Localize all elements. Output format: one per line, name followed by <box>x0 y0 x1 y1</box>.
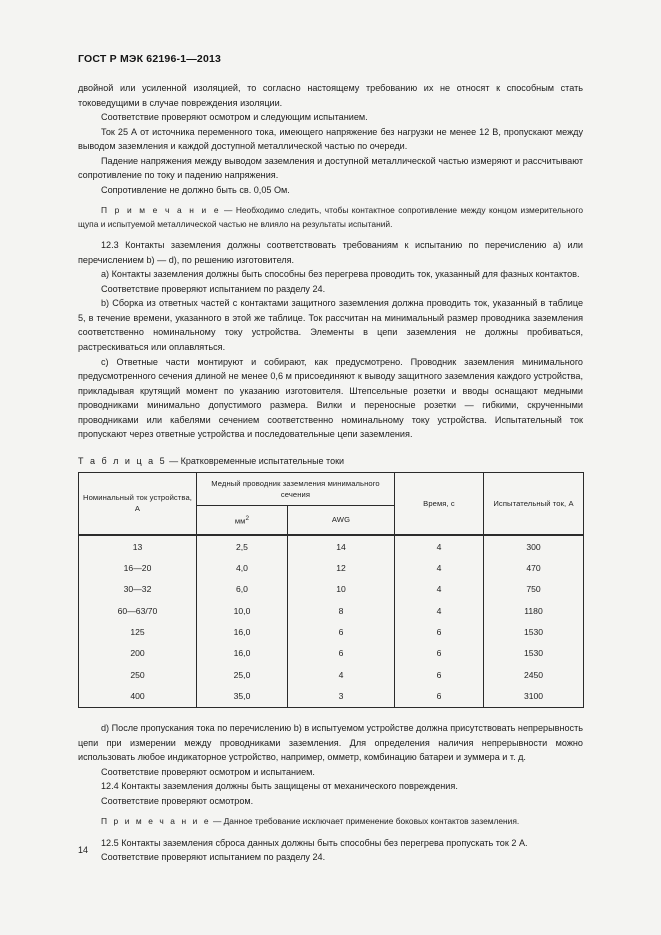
cell-conductor-mm2: 16,0 <box>197 621 288 642</box>
table5-col-mm2-exponent: 2 <box>245 515 250 523</box>
table-row <box>79 579 584 600</box>
clause-12-3-item-a: a) Контакты заземления должны быть способны без перегрева проводить ток, указанный для фазных контактов. <box>101 269 580 280</box>
table-row <box>79 535 584 557</box>
clause-12-3-item-b: b) Сборка из ответных частей с контактами защитного заземления должна проводить ток, указанный в таблице 5, в течение времени, указанного в этой же таблице. Ток рассчитан на минимальный размер проводника заземления соответственно номинальному току устройства. Элементы в цепи заземления не должны пробиваться, растрескиваться или оплавляться. <box>78 298 583 353</box>
cell-test-current: 750 <box>484 579 584 600</box>
cell-conductor-mm2: 6,0 <box>197 579 288 600</box>
table-row <box>79 621 584 642</box>
table5-body <box>79 535 584 708</box>
table5-caption-label: Т а б л и ц а 5 <box>78 455 167 466</box>
table5-col-mm2 <box>197 505 288 535</box>
cell-conductor-mm2: 2,5 <box>197 535 288 557</box>
cell-conductor-awg: 4 <box>288 664 395 685</box>
cell-test-current: 470 <box>484 557 584 578</box>
paragraph-compliance-clause-24: Соответствие проверяют испытанием по разделу 24. <box>101 283 326 294</box>
cell-time-seconds: 4 <box>395 579 484 600</box>
cell-conductor-awg: 3 <box>288 686 395 708</box>
cell-nominal-current: 250 <box>79 664 197 685</box>
table5-caption <box>78 456 583 466</box>
table-row <box>79 686 584 708</box>
cell-nominal-current: 30—32 <box>79 579 197 600</box>
cell-conductor-mm2: 10,0 <box>197 600 288 621</box>
cell-nominal-current: 13 <box>79 535 197 557</box>
note-label: П р и м е ч а н и е <box>101 205 221 216</box>
running-header-standard-number: ГОСТ Р МЭК 62196-1—2013 <box>78 53 222 65</box>
table5-col-awg: AWG <box>288 505 395 535</box>
cell-time-seconds: 4 <box>395 557 484 578</box>
cell-time-seconds: 4 <box>395 600 484 621</box>
cell-conductor-awg: 6 <box>288 621 395 642</box>
cell-test-current: 1180 <box>484 600 584 621</box>
clause-12-5: 12.5 Контакты заземления сброса данных должны быть способны без перегрева пропускать ток 2 А. <box>101 837 528 848</box>
cell-conductor-mm2: 35,0 <box>197 686 288 708</box>
paragraph-continuation: двойной или усиленной изоляцией, то согласно настоящему требованию их не относят к способным стать токоведущими в случае повреждения изоляции. <box>78 83 583 108</box>
cell-nominal-current: 16—20 <box>79 557 197 578</box>
table5-col-nominal-current: Номинальный ток устройства, А <box>79 472 197 535</box>
clause-12-3: 12.3 Контакты заземления должны соответствовать требованиям к испытанию по перечислению a) или перечислением b) — d), по решению изготовителя. <box>78 240 583 265</box>
cell-nominal-current: 60—63/70 <box>79 600 197 621</box>
note-body-2: — Данное требование исключает применение боковых контактов заземления. <box>212 816 520 827</box>
cell-conductor-mm2: 4,0 <box>197 557 288 578</box>
cell-conductor-awg: 12 <box>288 557 395 578</box>
paragraph-current-25a: Ток 25 А от источника переменного тока, имеющего напряжение без нагрузки не менее 12 В, пропускают между выводом заземления и каждой доступной металлической частью по очереди. <box>78 126 583 152</box>
table5-col-copper-conductor-group: Медный проводник заземления минимального сечения <box>197 472 395 505</box>
clause-12-4: 12.4 Контакты заземления должны быть защищены от механического повреждения. <box>101 781 458 792</box>
table-row <box>79 643 584 664</box>
clause-12-3-item-c: c) Ответные части монтируют и собирают, как предусмотрено. Проводник заземления минимального предусмотренного сечения длиной не менее 0,6 м присоединяют к выводу защитного заземления каждого устройства, прикладывая крутящий момент по указанию изготовителя. Штепсельные розетки и вводы оснащают медными проводниками минимально допустимого размера. Вилки и переносные розетки — гибкими, скрученными проводниками или кабелями сечением соответственно номинальному току устройства. Испытательный ток пропускают через ответные устройства и последовательные цепи заземления. <box>78 356 583 440</box>
note-body: — Необходимо следить, чтобы контактное сопротивление между концом измерительного щупа и испытуемой металлической частью не влияло на результаты испытаний. <box>78 205 583 229</box>
clause-12-3-item-d: d) После пропускания тока по перечислению b) в испытуемом устройстве должна присутствовать непрерывность цепи при измерении между проводниками заземления. Для определения наличия непрерывности можно использовать любое индикаторное устройство, например, омметр, комбинацию батареи и зуммера и т. д. <box>78 722 584 763</box>
note-measuring-probe <box>78 204 583 231</box>
note-side-earth-contacts <box>78 815 583 828</box>
table-row <box>79 600 584 621</box>
cell-conductor-awg: 8 <box>288 600 395 621</box>
body-text-bottom <box>78 721 583 865</box>
cell-test-current: 2450 <box>484 664 584 685</box>
table5-col-time: Время, с <box>395 472 484 535</box>
cell-time-seconds: 6 <box>395 664 484 685</box>
body-text-top <box>78 81 583 442</box>
paragraph-compliance-inspection: Соответствие проверяют осмотром и следующим испытанием. <box>101 112 368 123</box>
cell-nominal-current: 400 <box>79 686 197 708</box>
cell-nominal-current: 125 <box>79 621 197 642</box>
page-number: 14 <box>78 845 89 855</box>
cell-conductor-awg: 10 <box>288 579 395 600</box>
cell-test-current: 3100 <box>484 686 584 708</box>
page-content <box>78 0 583 865</box>
table-row <box>79 557 584 578</box>
cell-nominal-current: 200 <box>79 643 197 664</box>
paragraph-compliance-clause-24-b: Соответствие проверяют испытанием по разделу 24. <box>101 852 326 863</box>
table5-header <box>79 472 584 535</box>
cell-test-current: 1530 <box>484 643 584 664</box>
cell-time-seconds: 4 <box>395 535 484 557</box>
paragraph-compliance-inspection-test: Соответствие проверяют осмотром и испытанием. <box>101 766 315 777</box>
note-label-2: П р и м е ч а н и е <box>101 816 211 827</box>
cell-conductor-mm2: 16,0 <box>197 643 288 664</box>
table5-col-mm2-label: мм <box>234 516 246 526</box>
cell-conductor-awg: 14 <box>288 535 395 557</box>
cell-time-seconds: 6 <box>395 686 484 708</box>
paragraph-voltage-drop: Падение напряжения между выводом заземления и доступной металлической частью измеряют и рассчитывают сопротивление по току и падению напряжения. <box>78 155 583 181</box>
table-short-time-test-currents <box>78 472 584 708</box>
table5-caption-title: — Кратковременные испытательные токи <box>169 455 345 466</box>
cell-test-current: 300 <box>484 535 584 557</box>
cell-test-current: 1530 <box>484 621 584 642</box>
table5-col-test-current: Испытательный ток, А <box>484 472 584 535</box>
paragraph-resistance-limit: Сопротивление не должно быть св. 0,05 Ом. <box>101 184 290 195</box>
paragraph-compliance-inspection-2: Соответствие проверяют осмотром. <box>101 795 254 806</box>
cell-time-seconds: 6 <box>395 643 484 664</box>
cell-conductor-mm2: 25,0 <box>197 664 288 685</box>
cell-conductor-awg: 6 <box>288 643 395 664</box>
cell-time-seconds: 6 <box>395 621 484 642</box>
table-row <box>79 664 584 685</box>
